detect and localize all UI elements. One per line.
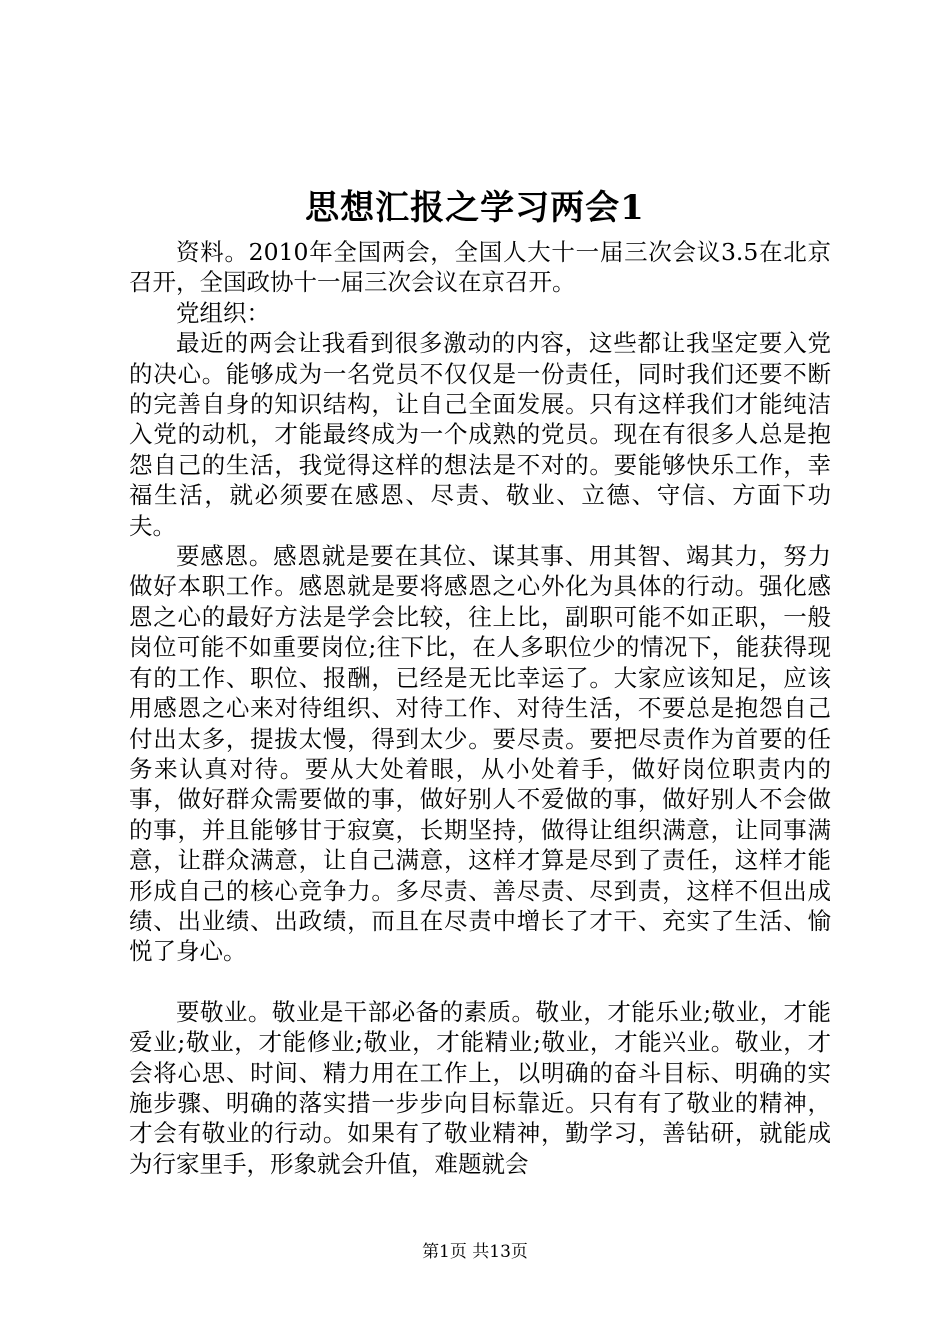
- paragraph-gratitude: 要感恩。感恩就是要在其位、谋其事、用其智、竭其力，努力做好本职工作。感恩就是要将感恩之心外化为具体的行动。强化感恩之心的最好方法是学会比较，往上比，副职可能不如正职，一般岗位可能不如重要岗位;往下比，在人多职位少的情况下，能获得现有的工作、职位、报酬，已经是无比幸运了。大家应该知足，应该用感恩之心来对待组织、对待工作、对待生活，不要总是抱怨自己付出太多，提拔太慢，得到太少。要尽责。要把尽责作为首要的任务来认真对待。要从大处着眼，从小处着手，做好岗位职责内的事，做好群众需要做的事，做好别人不爱做的事，做好别人不会做的事，并且能够甘于寂寞，长期坚持，做得让组织满意，让同事满意，让群众满意，让自己满意，这样才算是尽到了责任，这样才能形成自己的核心竞争力。多尽责、善尽责、尽到责，这样不但出成绩、出业绩、出政绩，而且在尽责中增长了才干、充实了生活、愉悦了身心。: [129, 542, 831, 966]
- document-body: [129, 237, 831, 1179]
- paragraph-main: 最近的两会让我看到很多激动的内容，这些都让我坚定要入党的决心。能够成为一名党员不仅仅是一份责任，同时我们还要不断的完善自身的知识结构，让自己全面发展。只有这样我们才能纯洁入党的动机，才能最终成为一个成熟的党员。现在有很多人总是抱怨自己的生活，我觉得这样的想法是不对的。要能够快乐工作，幸福生活，就必须要在感恩、尽责、敬业、立德、守信、方面下功夫。: [129, 329, 831, 540]
- paragraph-dedication: 要敬业。敬业是干部必备的素质。敬业，才能乐业;敬业，才能爱业;敬业，才能修业;敬业，才能精业;敬业，才能兴业。敬业，才会将心思、时间、精力用在工作上，以明确的奋斗目标、明确的实施步骤、明确的落实措一步步向目标靠近。只有有了敬业的精神，才会有敬业的行动。如果有了敬业精神，勤学习，善钻研，就能成为行家里手，形象就会升值，难题就会: [129, 997, 831, 1178]
- document-title: 思想汇报之学习两会1: [305, 188, 645, 228]
- paragraph-intro: 资料。2010年全国两会，全国人大十一届三次会议3.5在北京召开，全国政协十一届三次会议在京召开。: [129, 238, 831, 297]
- paragraph-salutation: 党组织：: [176, 298, 270, 327]
- page-footer: 第1页 共13页: [422, 1242, 528, 1262]
